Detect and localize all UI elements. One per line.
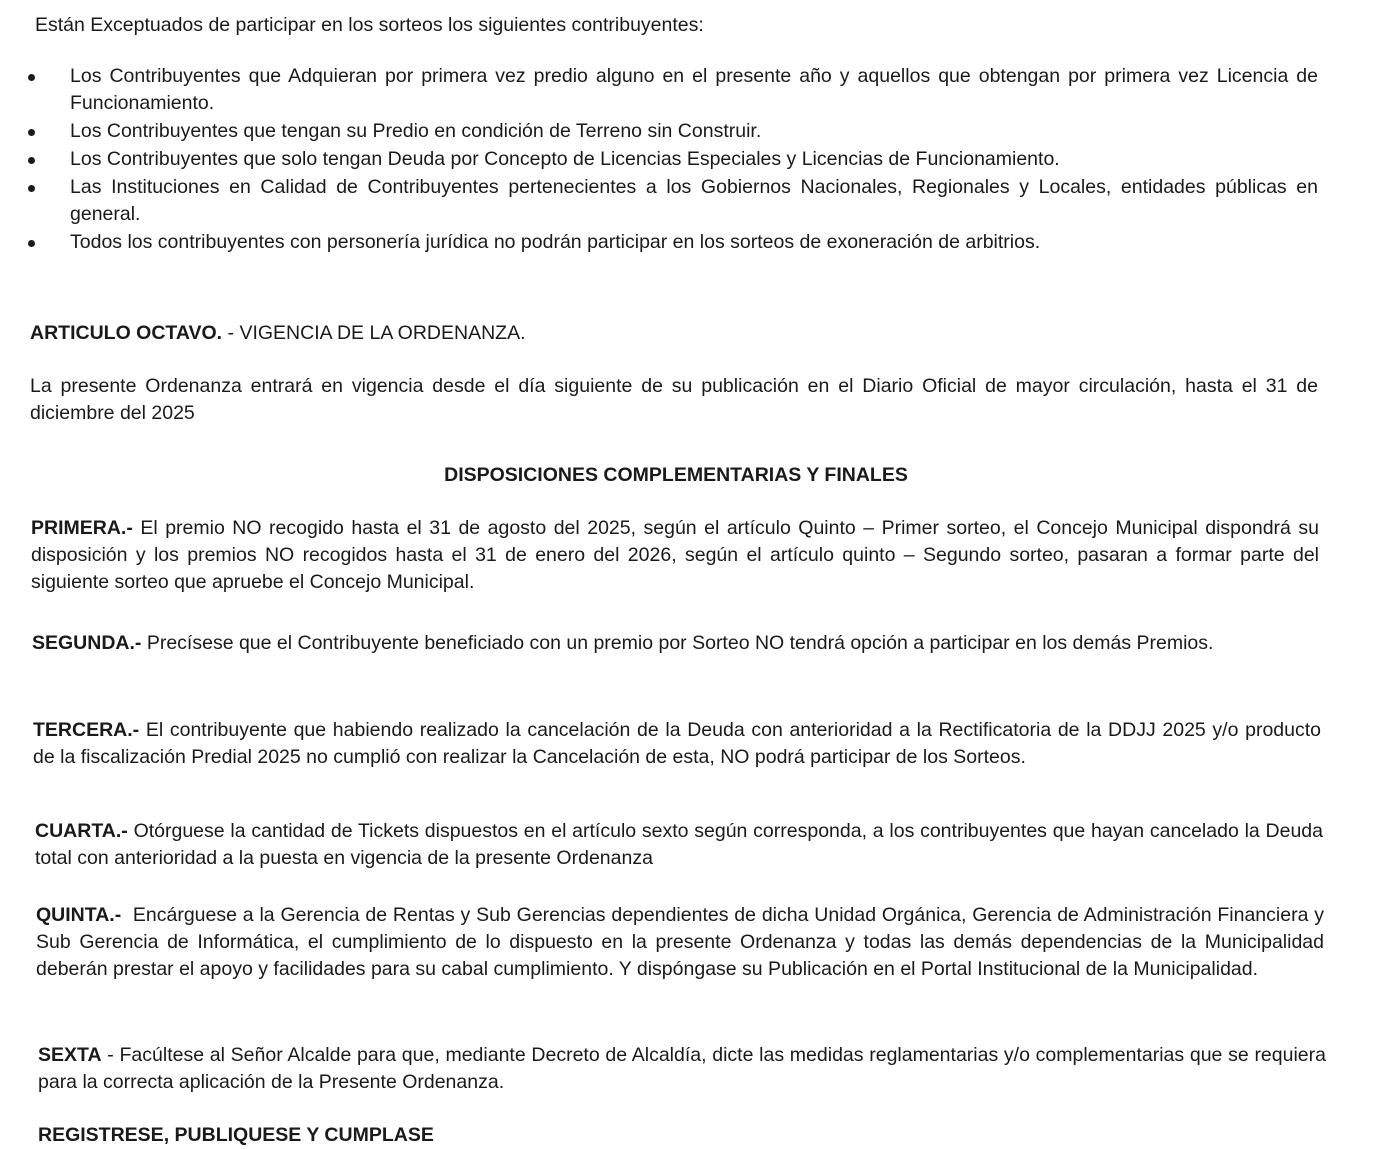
provision-text: Otórguese la cantidad de Tickets dispuestos en el artículo sexto según corresponda, a los contribuyentes que hayan cancelado la Deuda total con anterioridad a la puesta en vigencia de la presente Ordenanza	[35, 820, 1323, 869]
section-title: DISPOSICIONES COMPLEMENTARIAS Y FINALES	[444, 464, 908, 486]
provision-label: TERCERA.-	[33, 719, 140, 741]
list-item	[28, 146, 1318, 173]
exceptions-list	[28, 63, 1318, 257]
provision-label: QUINTA.-	[36, 904, 122, 926]
list-item	[28, 174, 1318, 228]
provision-first	[31, 515, 1319, 596]
bullet-icon	[28, 129, 35, 136]
bullet-icon	[28, 185, 35, 192]
provision-label: SEXTA	[38, 1044, 102, 1066]
provision-sixth	[38, 1042, 1326, 1096]
list-item	[28, 229, 1318, 256]
bullet-icon	[28, 240, 35, 247]
article-eight-heading	[30, 320, 1318, 347]
provision-text: Encárguese a la Gerencia de Rentas y Sub Gerencias dependientes de dicha Unidad Orgánica, Gerencia de Administración Financiera y Sub Gerencia de Informática, el cumplimiento de lo dispuesto en la presente Ordenanza y todas las demás dependencias de la Municipalidad deberán prestar el apoyo y facilidades para su cabal cumplimiento. Y dispóngase su Publicación en el Portal Institucional de la Municipalidad.	[36, 904, 1330, 980]
provision-label: PRIMERA.-	[31, 517, 133, 539]
list-item	[28, 118, 1318, 145]
list-item	[28, 63, 1318, 117]
list-item-text: Los Contribuyentes que solo tengan Deuda por Concepto de Licencias Especiales y Licencias de Funcionamiento.	[70, 148, 1060, 170]
list-item-text: Todos los contribuyentes con personería jurídica no podrán participar en los sorteos de exoneración de arbitrios.	[70, 231, 1041, 253]
closing-statement: REGISTRESE, PUBLIQUESE Y CUMPLASE	[38, 1124, 434, 1146]
provision-text: El contribuyente que habiendo realizado la cancelación de la Deuda con anterioridad a la Rectificatoria de la DDJJ 2025 y/o producto de la fiscalización Predial 2025 no cumplió con realizar la Cancelación de esta, NO podrá participar de los Sorteos.	[33, 719, 1321, 768]
article-eight-label: ARTICULO OCTAVO.	[30, 322, 223, 344]
list-item-text: Las Instituciones en Calidad de Contribuyentes pertenecientes a los Gobiernos Nacionales, Regionales y Locales, entidades públicas en general.	[70, 176, 1318, 225]
bullet-icon	[28, 74, 35, 81]
provision-label: SEGUNDA.-	[32, 632, 142, 654]
bullet-icon	[28, 157, 35, 164]
exceptions-intro: Están Exceptuados de participar en los sorteos los siguientes contribuyentes:	[35, 14, 704, 36]
provision-text: Precísese que el Contribuyente beneficiado con un premio por Sorteo NO tendrá opción a participar en los demás Premios.	[141, 632, 1214, 654]
provision-fourth	[35, 818, 1323, 872]
list-item-text: Los Contribuyentes que tengan su Predio en condición de Terreno sin Construir.	[70, 120, 762, 142]
article-eight-heading-rest: - VIGENCIA DE LA ORDENANZA.	[222, 322, 526, 344]
article-eight-body: La presente Ordenanza entrará en vigencia desde el día siguiente de su publicación en el Diario Oficial de mayor circulación, hasta el 31 de diciembre del 2025	[30, 375, 1318, 424]
provision-text: - Facúltese al Señor Alcalde para que, mediante Decreto de Alcaldía, dicte las medidas reglamentarias y/o complementarias que se requiera para la correcta aplicación de la Presente Ordenanza.	[38, 1044, 1326, 1093]
provision-label: CUARTA.-	[35, 820, 128, 842]
list-item-text: Los Contribuyentes que Adquieran por primera vez predio alguno en el presente año y aquellos que obtengan por primera vez Licencia de Funcionamiento.	[70, 65, 1318, 114]
provision-third	[33, 717, 1321, 771]
provision-fifth	[36, 902, 1330, 983]
provision-second	[32, 630, 1320, 657]
provision-text: El premio NO recogido hasta el 31 de agosto del 2025, según el artículo Quinto – Primer sorteo, el Concejo Municipal dispondrá su disposición y los premios NO recogidos hasta el 31 de enero del 2026, según el artículo quinto – Segundo sorteo, pasaran a formar parte del siguiente sorteo que apruebe el Concejo Municipal.	[31, 517, 1319, 593]
